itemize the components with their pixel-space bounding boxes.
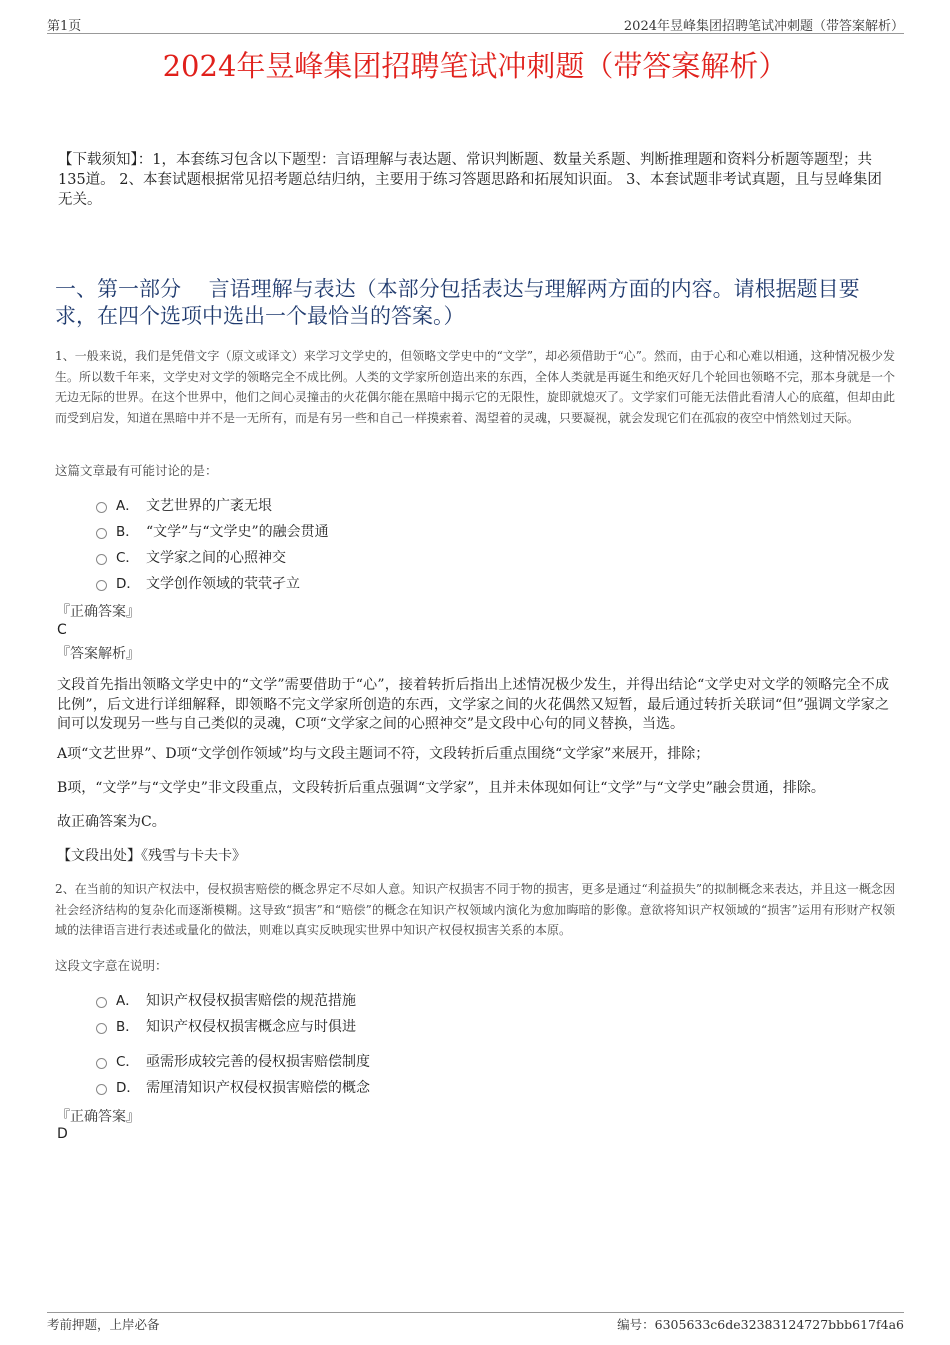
question-1-analysis-2: A项“文艺世界”、D项“文学创作领域”均与文段主题词不符，文段转折后重点围绕“文学家”来展开，排除； <box>57 746 710 762</box>
option-letter: A． <box>116 993 139 1009</box>
question-2-option-a[interactable] <box>96 991 356 1011</box>
radio-icon[interactable] <box>96 502 107 513</box>
question-1-analysis-tag: 『答案解析』 <box>56 646 140 662</box>
page-number: 第1页 <box>47 19 82 34</box>
question-1-option-c[interactable] <box>96 548 286 568</box>
question-2-prompt: 这段文字意在说明： <box>55 958 168 973</box>
option-text: 文学创作领域的茕茕孑立 <box>146 576 300 592</box>
page-title: 2024年昱峰集团招聘笔试冲刺题（带答案解析） <box>162 49 788 83</box>
question-1-prompt: 这篇文章最有可能讨论的是： <box>55 463 218 478</box>
option-letter: B． <box>116 524 139 540</box>
option-text: 亟需形成较完善的侵权损害赔偿制度 <box>146 1054 370 1070</box>
option-text: 文学家之间的心照神交 <box>146 550 286 566</box>
radio-icon[interactable] <box>96 554 107 565</box>
footer-divider <box>47 1312 904 1313</box>
question-1-answer: C <box>57 622 67 638</box>
radio-icon[interactable] <box>96 1058 107 1069</box>
header-doc-title: 2024年昱峰集团招聘笔试冲刺题（带答案解析） <box>623 19 904 34</box>
question-1-source: 【文段出处】《残雪与卡夫卡》 <box>57 848 246 864</box>
option-text: 知识产权侵权损害赔偿的规范措施 <box>146 993 356 1009</box>
question-1-option-a[interactable] <box>96 496 272 516</box>
option-text: 需厘清知识产权侵权损害赔偿的概念 <box>146 1080 370 1096</box>
question-1-analysis-1: 文段首先指出领略文学史中的“文学”需要借助于“心”，接着转折后指出上述情况极少发生，并得出结论“文学史对文学的领略完全不成比例”，后文进行详细解释，即领略不完文学家所创造的东西，文学家之间的火花偶然又短暂，最后通过转折关联词“但”强调文学家之间可以发现另一些与自己类似的灵魂，C项“文学家之间的心照神交”是文段中心句的同义替换，当选。 <box>57 677 889 733</box>
option-text: “文学”与“文学史”的融会贯通 <box>146 524 329 540</box>
question-2-option-d[interactable] <box>96 1078 370 1098</box>
footer-serial: 编号：6305633c6de32383124727bbb617f4a6 <box>617 1317 904 1332</box>
option-letter: C． <box>116 550 139 566</box>
question-1-option-b[interactable] <box>96 522 329 542</box>
header-divider <box>47 33 904 34</box>
radio-icon[interactable] <box>96 997 107 1008</box>
option-letter: C． <box>116 1054 139 1070</box>
option-letter: D． <box>116 1080 140 1096</box>
question-2-option-c[interactable] <box>96 1052 370 1072</box>
option-text: 文艺世界的广袤无垠 <box>146 498 272 514</box>
question-2-text: 2、在当前的知识产权法中，侵权损害赔偿的概念界定不尽如人意。知识产权损害不同于物的损害，更多是通过“利益损失”的拟制概念来表达，并且这一概念因社会经济结构的复杂化而逐渐模糊。这导致“损害”和“赔偿”的概念在知识产权领域内演化为愈加晦暗的影像。意欲将知识产权领域的“损害”运用有形财产权领域的法律语言进行表述或量化的做法，则难以真实反映现实世界中知识产权侵权损害关系的本原。 <box>55 882 895 938</box>
option-letter: A． <box>116 498 139 514</box>
radio-icon[interactable] <box>96 1023 107 1034</box>
option-text: 知识产权侵权损害概念应与时俱进 <box>146 1019 356 1035</box>
option-letter: B． <box>116 1019 139 1035</box>
radio-icon[interactable] <box>96 1084 107 1095</box>
option-letter: D． <box>116 576 140 592</box>
section-title: 一、第一部分 言语理解与表达（本部分包括表达与理解两方面的内容。请根据题目要求，在四个选项中选出一个最恰当的答案。） <box>55 277 860 328</box>
question-1-text: 1、一般来说，我们是凭借文字（原文或译文）来学习文学史的，但领略文学史中的“文学”，却必须借助于“心”。然而，由于心和心难以相通，这种情况极少发生。所以数千年来，文学史对文学的领略完全不成比例。人类的文学家所创造出来的东西，全体人类就是再诞生和绝灭好几个轮回也领略不完，那本身就是一个无边无际的世界。在这个世界中，他们之间心灵撞击的火花偶尔能在黑暗中揭示它的无限性，旋即就熄灭了。文学家们可能无法借此看清人心的底蕴，但却由此而受到启发，知道在黑暗中并不是一无所有，而是有另一些和自己一样摸索着、渴望着的灵魂，只要凝视，就会发现它们在孤寂的夜空中悄然划过天际。 <box>55 349 896 425</box>
question-2-answer-tag: 『正确答案』 <box>56 1109 140 1125</box>
radio-icon[interactable] <box>96 580 107 591</box>
question-2-option-b[interactable] <box>96 1017 356 1037</box>
footer-slogan: 考前押题，上岸必备 <box>47 1317 160 1332</box>
radio-icon[interactable] <box>96 528 107 539</box>
question-1-option-d[interactable] <box>96 574 300 594</box>
question-1-analysis-4: 故正确答案为C。 <box>57 814 166 830</box>
download-notice: 【下载须知】：1，本套练习包含以下题型：言语理解与表达题、常识判断题、数量关系题、判断推理题和资料分析题等题型；共135道。 2、本套试题根据常见招考题总结归纳，主要用于练习答题思路和拓展知识面。 3、本套试题非考试真题，且与昱峰集团无关。 <box>58 152 882 208</box>
question-2-answer: D <box>57 1126 68 1142</box>
question-1-analysis-3: B项，“文学”与“文学史”非文段重点，文段转折后重点强调“文学家”，且并未体现如何让“文学”与“文学史”融会贯通，排除。 <box>57 780 825 796</box>
question-1-answer-tag: 『正确答案』 <box>56 604 140 620</box>
